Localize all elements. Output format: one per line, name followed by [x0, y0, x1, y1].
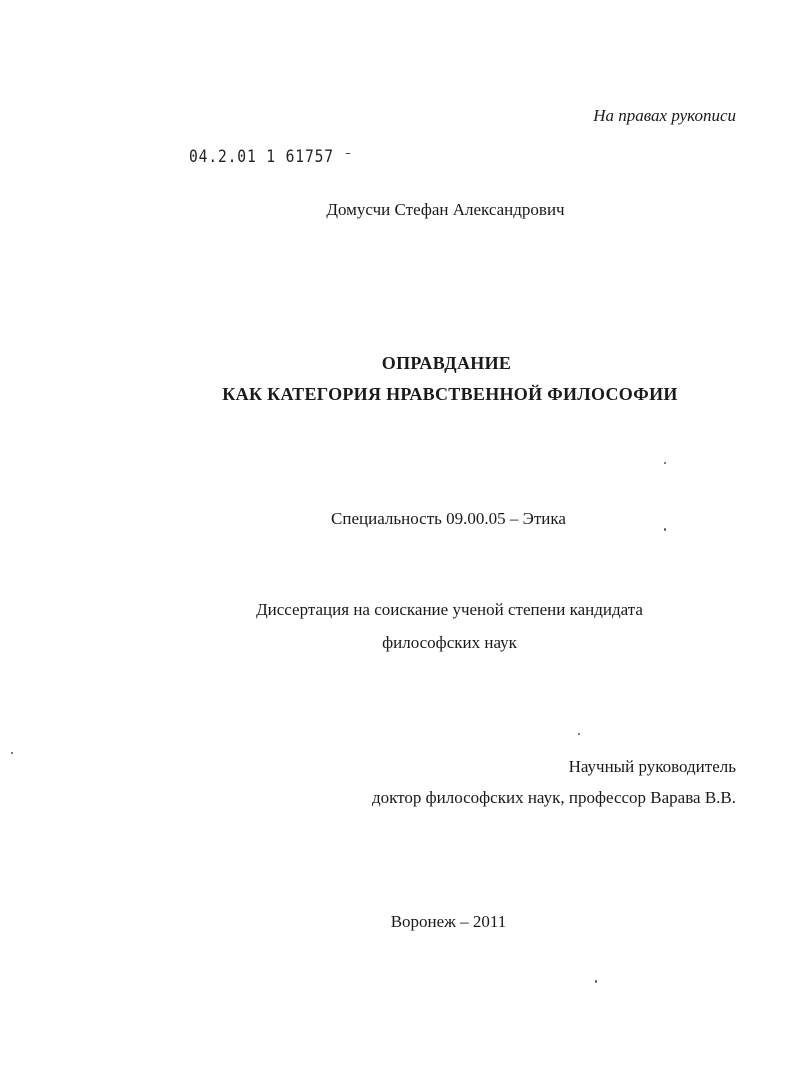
title-line-2: КАК КАТЕГОРИЯ НРАВСТВЕННОЙ ФИЛОСОФИИ — [222, 384, 678, 404]
dissertation-line-1: Диссертация на соискание ученой степени кандидата — [256, 600, 643, 619]
scan-speck — [11, 752, 13, 754]
supervisor-details: доктор философских наук, профессор Варава В.В. — [371, 788, 736, 807]
scan-speck — [595, 980, 597, 983]
specialty-line: Специальность 09.00.05 – Этика — [331, 509, 566, 528]
dissertation-line-2: философских наук — [382, 633, 517, 652]
scan-speck — [664, 462, 666, 464]
scan-speck — [578, 733, 580, 735]
title-line-1: ОПРАВДАНИЕ — [381, 353, 512, 373]
author-name: Домусчи Стефан Александрович — [326, 200, 565, 219]
supervisor-label: Научный руководитель — [568, 757, 736, 776]
scan-speck — [664, 528, 666, 531]
registration-code: 04.2.01 1 61757 ⁻ — [189, 147, 354, 167]
rights-note: На правах рукописи — [593, 106, 736, 125]
city-year: Воронеж – 2011 — [390, 912, 507, 931]
